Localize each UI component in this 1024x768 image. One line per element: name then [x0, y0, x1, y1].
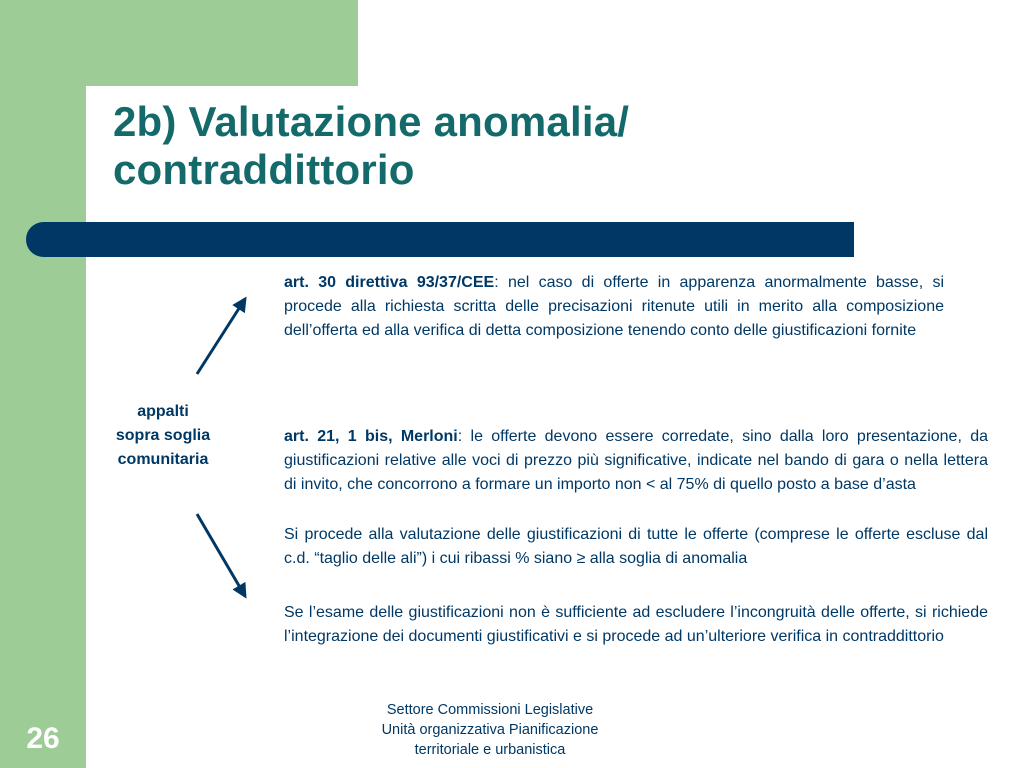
side-label-line-1: appalti [137, 403, 189, 420]
paragraph-art-30 [284, 271, 944, 344]
footer [340, 700, 640, 760]
side-label-line-3: comunitaria [117, 451, 209, 468]
footer-line-3: territoriale e urbanistica [414, 742, 566, 758]
side-label-line-2: sopra soglia [115, 427, 211, 444]
paragraph-esame: Se l’esame delle giustificazioni non è sufficiente ad escludere l’incongruità delle offerte, si richiede l’integrazione dei documenti giustificativi e si procede ad un’ulteriore verifica in contraddittorio [284, 604, 988, 646]
title-line-1: 2b) Valutazione anomalia/ [113, 98, 630, 145]
paragraph-art-21-text: : le offerte devono essere corredate, sino dalla loro presentazione, da giustificazioni relative alle voci di prezzo più significative, indicate nel bando di gara o nella lettera di invito, che concorrono a formare un importo non < al 75% di quello posto a base d’asta [284, 428, 988, 494]
arrow-up-right-icon [197, 299, 245, 374]
paragraph-art-30-text: : nel caso di offerte in apparenza anormalmente basse, si procede alla richiesta scritta delle precisazioni ritenute utili in merito alla composizione dell’offerta ed alla verifica di detta composizione tenendo conto delle giustificazioni fornite [284, 274, 944, 340]
paragraph-art-21-heading: art. 21, 1 bis, Merloni [284, 428, 458, 445]
arrow-down-right-icon [197, 514, 245, 596]
paragraph-valutazione: Si procede alla valutazione delle giustificazioni di tutte le offerte (comprese le offerte escluse dal c.d. “taglio delle ali”) i cui ribassi % siano ≥ alla soglia di anomalia [284, 526, 988, 568]
page-number: 26 [26, 722, 60, 755]
paragraph-art-21 [284, 425, 988, 498]
footer-line-1: Settore Commissioni Legislative [386, 702, 594, 718]
footer-line-2: Unità organizzativa Pianificazione [381, 722, 599, 738]
paragraph-art-30-heading: art. 30 direttiva 93/37/CEE [284, 274, 495, 291]
title-line-2: contraddittorio [113, 146, 415, 193]
